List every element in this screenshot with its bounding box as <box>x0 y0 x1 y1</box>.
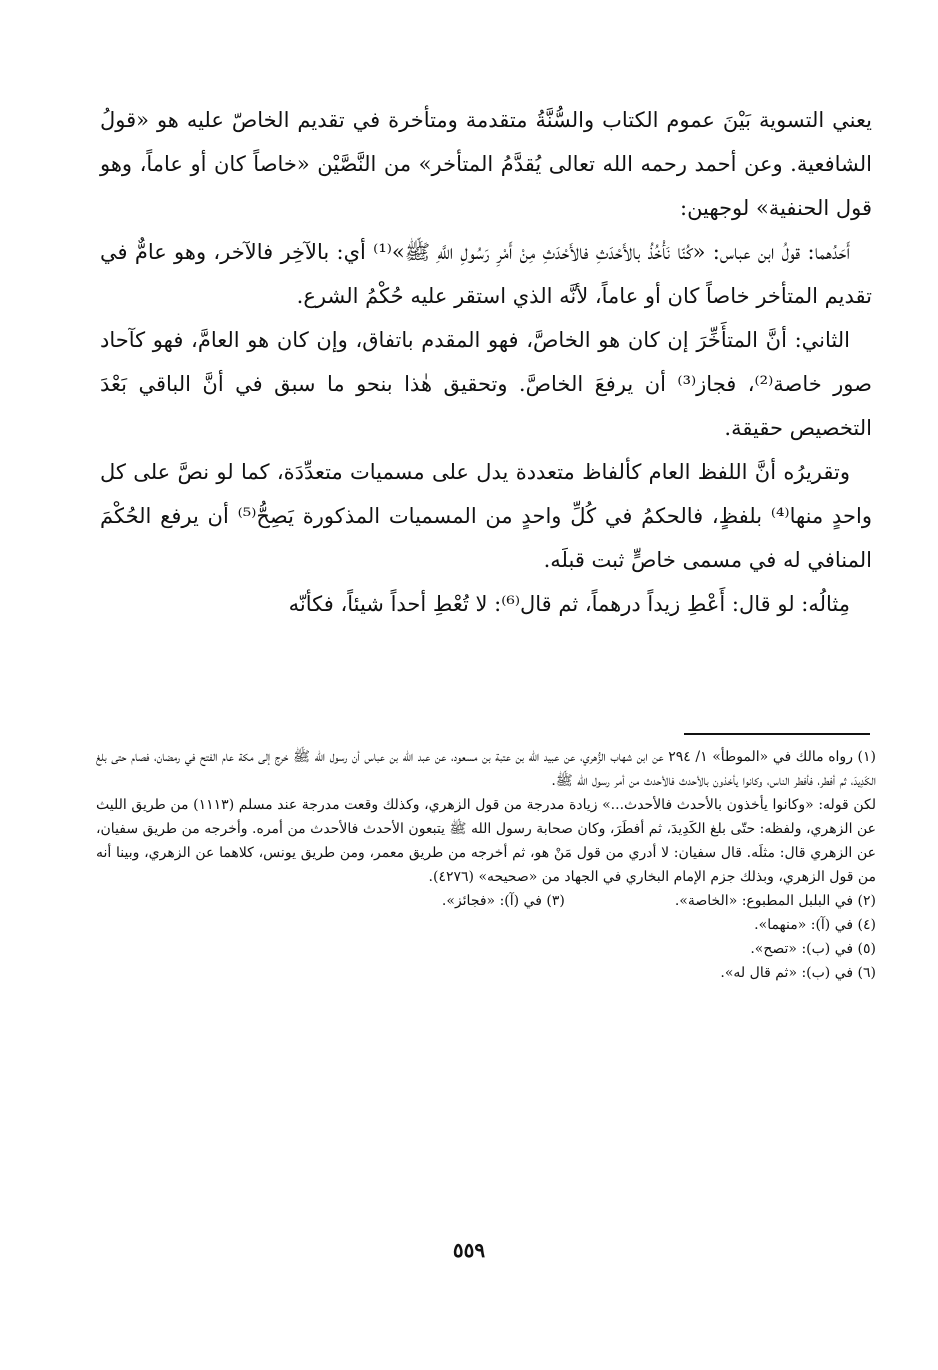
footnote-3: (٣) في (آ): «فجائز». <box>441 893 565 909</box>
footnote-2: (٢) في البلبل المطبوع: «الخاصة». <box>674 893 876 909</box>
footnotes-block <box>96 745 876 985</box>
footnote-row-2-3 <box>96 889 876 913</box>
paragraph-3: الثاني: أنَّ المتأَخِّرَ إن كان هو الخاصَّ، فهو المقدم باتفاق، وإن كان هو العامَّ، فهو كآحاد صور خاصة⁽²⁾، فجاز⁽³⁾ أن يرفعَ الخاصَّ. وتحقيق هٰذا بنحو ما سبق في أنَّ الباقي بَعْدَ التخصيص حقيقة. <box>100 328 872 440</box>
page-number: ٥٥٩ <box>452 1238 486 1262</box>
paragraph-2: أَحَدُهما: قولُ ابن عباس: «كُنّا نَأْخُذُ بالأَحْدَثِ فالأَحْدَثِ مِنْ أَمْرِ رَسُولِ اللَّهِ ﷺ»⁽¹⁾ أي: بالآخِر فالآخر، وهو عامٌّ في تقديم المتأخر خاصاً كان أو عاماً، لأنَّه الذي استقر عليه حُكْمُ الشرع. <box>100 240 872 308</box>
footnote-6: (٦) في (ب): «ثم قال له». <box>720 965 876 981</box>
footnote-4: (٤) في (آ): «منهما». <box>754 917 876 933</box>
main-text-block <box>100 98 872 626</box>
footnote-1-continued: لكن قوله: «وكانوا يأخذون بالأحدث فالأحدث...» زيادة مدرجة من قول الزهري، وكذلك وقعت مدرجة عند مسلم (١١١٣) من طريق الليث عن الزهري، ولفظه: حتّى بلغ الكَدِيدَ، ثم أفطَرَ، وكان صحابة رسول الله ﷺ يتبعون الأحدث فالأحدث من أمره. وأخرجه من طريق سفيان، عن الزهري قال: مثلَه. قال سفيان: لا أدري من قول مَنْ هو، ثم أخرجه من طريق معمر، ومن طريق يونس، كلاهما عن الزهري، وبينا أنه من قول الزهري، وبذلك جزم الإمام البخاري في الجهاد من «صحيحه» (٤٢٧٦). <box>96 797 877 885</box>
paragraph-1: يعني التسوية بَيْنَ عموم الكتاب والسُّنَّةُ متقدمة ومتأخرة في تقديم الخاصّ عليه هو «قولُ الشافعية. وعن أحمد رحمه الله تعالى يُقدَّمُ المتأخر» من النَّصَّيْن «خاصاً كان أو عاماً، وهو قول الحنفية» لوجهين: <box>100 108 872 220</box>
footnote-separator <box>684 733 870 735</box>
paragraph-5: مِثالُه: لو قال: أَعْطِ زيداً درهماً، ثم قال⁽⁶⁾: لا تُعْطِ أحداً شيئاً، فكأنّه <box>288 592 850 616</box>
footnote-5: (٥) في (ب): «تصح». <box>750 941 876 957</box>
footnote-1: (١) رواه مالك في «الموطأ» ١/ ٢٩٤ عن ابن شهاب الزُّهري، عن عبيد الله بن عتبة بن مسعود، عن عبد الله بن عباس أن رسول الله ﷺ خرج إلى مكة عام الفتح في رمضان، فصام حتى بلغ الكَدِيدَ، ثم أفطر، فأفطر الناس، وكانوا يأخذون بالأحدث فالأحدث من أمر رسول الله ﷺ. <box>96 749 877 789</box>
paragraph-4: وتقريرُه أنَّ اللفظ العام كألفاظ متعددة يدل على مسميات متعدِّدَة، كما لو نصَّ على كل واحدٍ منها⁽⁴⁾ بلفظٍ، فالحكمُ في كُلِّ واحدٍ من المسميات المذكورة يَصِحُّ⁽⁵⁾ أن يرفع الحُكْمَ المنافي له في مسمى خاصٍّ ثبت قبلَه. <box>100 460 872 572</box>
